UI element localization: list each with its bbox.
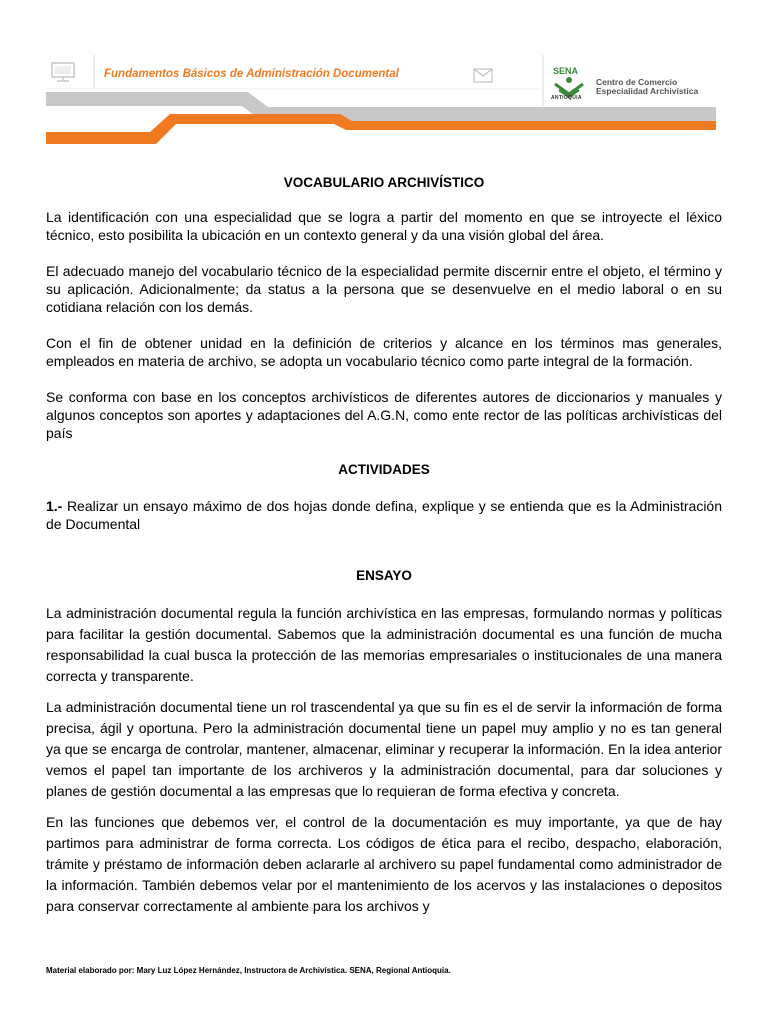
activity-number: 1.-: [46, 498, 63, 514]
activity-item: [46, 497, 722, 533]
document-title: VOCABULARIO ARCHIVÍSTICO: [283, 175, 485, 190]
essay-paragraph: La administración documental tiene un rol trascendental ya que su fin es el de servir la información de forma precisa, ágil y oportuna. Pero la administración documental tiene un papel muy amplio y no es tan general ya que se encarga de controlar, mantener, almacenar, eliminar y recuperar la información. En la idea anterior vemos el papel tan importante de los archiveros y la administración documental, para dar soluciones y planes de gestión documental a las empresas que lo requieran de forma efectiva y concreta.: [46, 699, 722, 799]
intro-paragraph: Con el fin de obtener unidad en la definición de criterios y alcance en los términos mas generales, empleados en materia de archivo, se adopta un vocabulario técnico como parte integral de la formación.: [46, 335, 722, 369]
center-name-line2: Especialidad Archivística: [596, 86, 699, 96]
document-body: [46, 174, 722, 917]
intro-paragraph: La identificación con una especialidad que se logra a partir del momento en que se introyecte el léxico técnico, esto posibilita la ubicación en un contexto general y da una visión global del área.: [46, 209, 722, 243]
header-title: Fundamentos Básicos de Administración Documental: [104, 68, 399, 80]
sena-logo-subtext: ANTIOQUIA: [551, 95, 582, 101]
intro-paragraph: El adecuado manejo del vocabulario técnico de la especialidad permite discernir entre el objeto, el término y su aplicación. Adicionalmente; da status a la persona que se desenvuelve en el medio laboral o en su cotidiana relación con los demás.: [46, 263, 722, 315]
monitor-icon: [50, 62, 76, 82]
sena-logo-text: SENA: [553, 66, 579, 76]
footer-credit: Material elaborado por: Mary Luz López Hernández, Instructora de Archivística. SENA, Regional Antioquia.: [46, 966, 451, 975]
activities-heading: ACTIVIDADES: [338, 462, 430, 477]
page-header: [0, 0, 768, 150]
intro-paragraph: Se conforma con base en los conceptos archivísticos de diferentes autores de diccionarios y manuales y algunos conceptos son aportes y adaptaciones del A.G.N, como ente rector de las políticas archivísticas del país: [46, 389, 722, 441]
center-name-line1: Centro de Comercio: [596, 77, 678, 87]
essay-paragraph: En las funciones que debemos ver, el control de la documentación es muy importante, ya que de hay partimos para administrar de forma correcta. Los códigos de ética para el recibo, despacho, elaboración, trámite y préstamo de información deben aclararle al archivero su papel fundamental como administrador de la información. También debemos velar por el mantenimiento de los acervos y las instalaciones o depositos para conservar correctamente al ambiente para los archivos y: [46, 814, 722, 914]
center-name: [596, 78, 698, 96]
mail-icon: [473, 68, 493, 83]
essay-heading: ENSAYO: [356, 568, 412, 583]
essay-paragraph: La administración documental regula la función archivística en las empresas, formulando normas y políticas para facilitar la gestión documental. Sabemos que la administración documental es una función de mucha responsabilidad la cual busca la protección de las memorias empresariales o institucionales de una manera correcta y transparente.: [46, 605, 722, 684]
activity-text: Realizar un ensayo máximo de dos hojas donde defina, explique y se entienda que es la Administración de Documental: [46, 498, 722, 532]
